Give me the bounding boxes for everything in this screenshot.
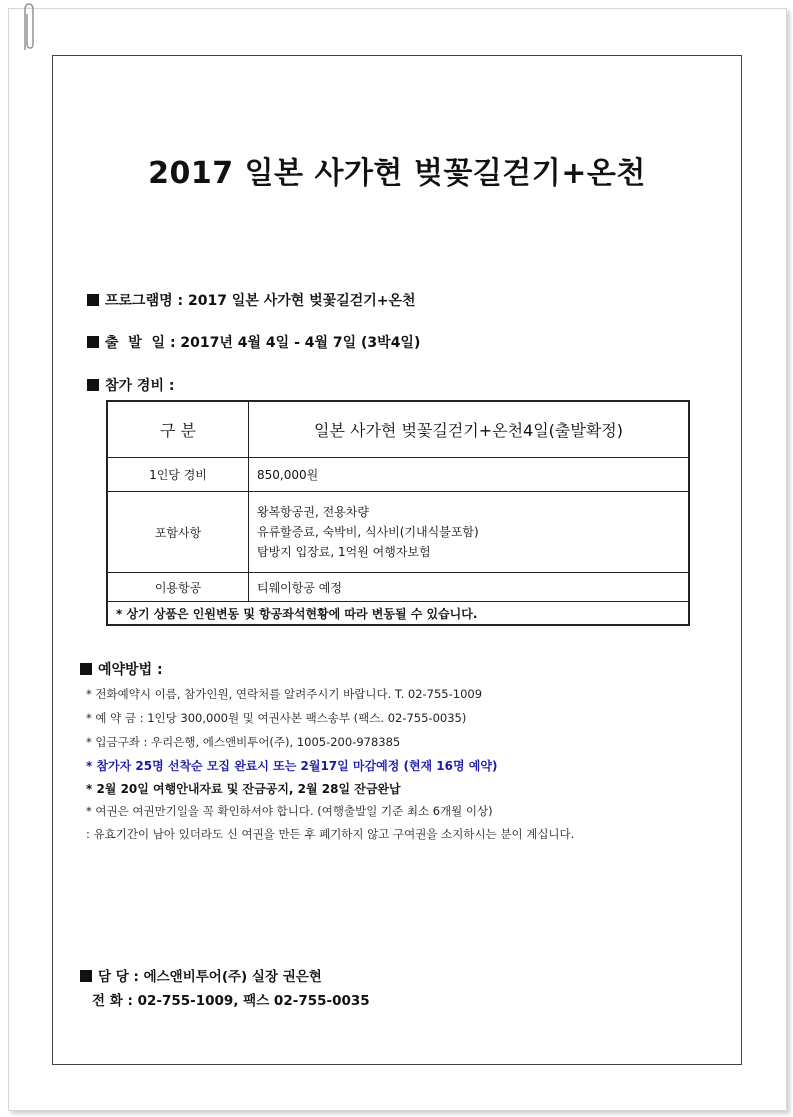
table-row — [107, 492, 689, 573]
reservation-line: * 예 약 금 : 1인당 300,000원 및 여권사본 팩스송부 (팩스. 02-755-0035) — [86, 711, 467, 725]
document-title: 2017 일본 사가현 벚꽃길걷기+온천 — [148, 156, 646, 191]
table-row — [107, 573, 689, 602]
header-col-category: 구 분 — [107, 401, 249, 458]
reservation-line: : 유효기간이 남아 있더라도 신 여권을 만든 후 폐기하지 않고 구여권을 소지하시는 분이 계십니다. — [86, 827, 575, 841]
bullet-square-icon — [87, 336, 99, 348]
fee-table — [106, 400, 690, 626]
contact-manager: 담 당 : 에스앤비투어(주) 실장 권은현 — [80, 965, 322, 985]
table-note-row — [107, 602, 689, 626]
reservation-line-highlight: * 참가자 25명 선착순 모집 완료시 또는 2월17일 마감예정 (현재 16명 예약) — [86, 759, 498, 773]
reservation-heading: 예약방법 : — [80, 659, 163, 679]
row-value: 850,000원 — [249, 458, 690, 492]
bullet-square-icon — [80, 970, 92, 982]
reservation-line: * 전화예약시 이름, 참가인원, 연락처를 알려주시기 바랍니다. T. 02-755-1009 — [86, 687, 483, 701]
reservation-line: * 2월 20일 여행안내자료 및 잔금공지, 2월 28일 잔금완납 — [86, 782, 401, 796]
reservation-line: * 여권은 여권만기일을 꼭 확인하셔야 합니다. (여행출발일 기준 최소 6개월 이상) — [86, 804, 493, 818]
contact-phone: 전 화 : 02-755-1009, 팩스 02-755-0035 — [92, 993, 370, 1009]
bullet-square-icon — [87, 379, 99, 391]
table-row — [107, 458, 689, 492]
table-note: * 상기 상품은 인원변동 및 항공좌석현황에 따라 변동될 수 있습니다. — [107, 602, 689, 626]
departure-line: 출 발 일 : 2017년 4월 4일 - 4월 7일 (3박4일) — [87, 332, 420, 352]
row-label: 1인당 경비 — [107, 458, 249, 492]
bullet-square-icon — [80, 663, 92, 675]
row-label: 이용항공 — [107, 573, 249, 602]
row-label: 포함사항 — [107, 492, 249, 573]
fee-section-heading: 참가 경비 : — [87, 375, 174, 395]
bullet-square-icon — [87, 294, 99, 306]
fee-table-header — [107, 401, 689, 458]
header-col-product: 일본 사가현 벚꽃길걷기+온천4일(출발확정) — [249, 401, 690, 458]
reservation-line: * 입금구좌 : 우리은행, 에스앤비투어(주), 1005-200-978385 — [86, 735, 401, 749]
paperclip-icon — [20, 2, 36, 54]
row-value: 왕복항공권, 전용차량 유류할증료, 숙박비, 식사비(기내식불포함) 탐방지 입장료, 1억원 여행자보험 — [249, 492, 690, 573]
program-line: 프로그램명 : 2017 일본 사가현 벚꽃길걷기+온천 — [87, 290, 416, 310]
row-value: 티웨이항공 예정 — [249, 573, 690, 602]
